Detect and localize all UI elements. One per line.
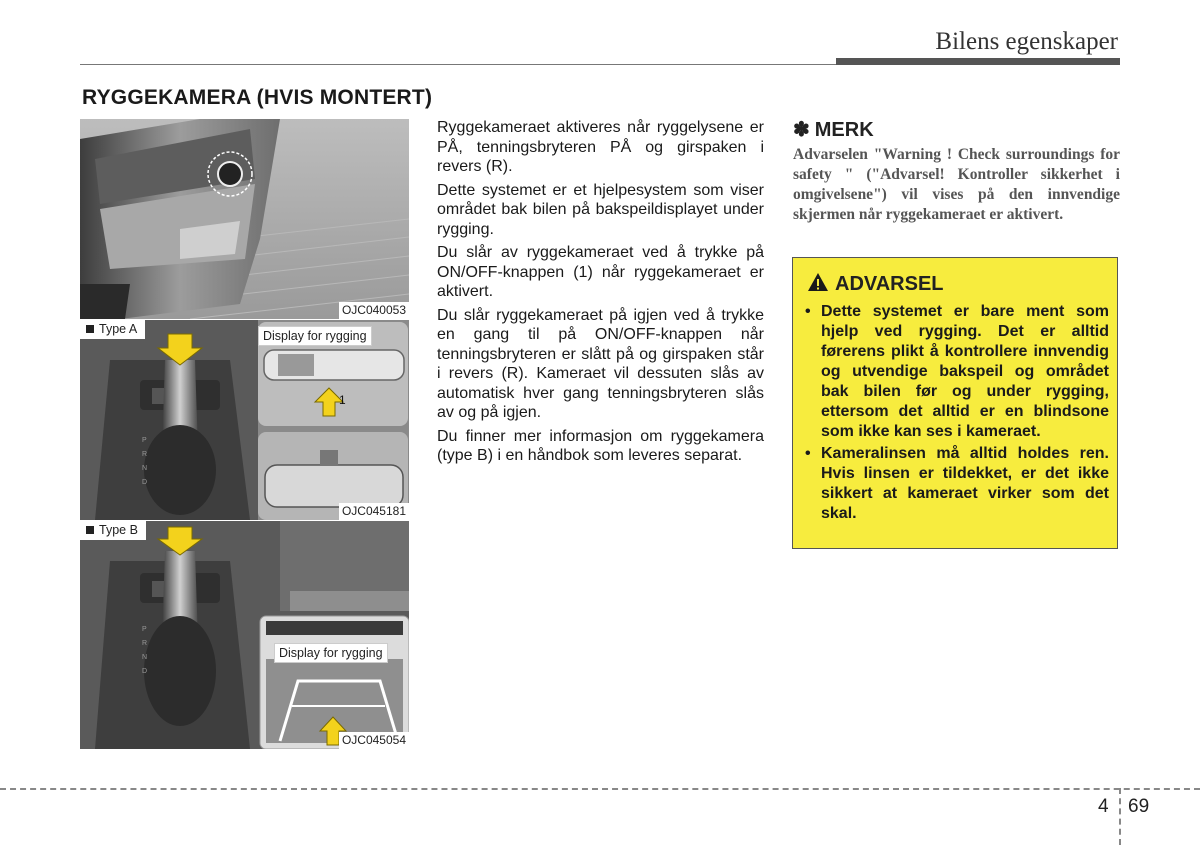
gear-letter: R bbox=[142, 640, 148, 647]
note-heading bbox=[793, 117, 874, 142]
footer-divider bbox=[1119, 788, 1121, 845]
type-b-tag: Type B bbox=[80, 521, 146, 540]
page-number: 69 bbox=[1128, 796, 1150, 817]
header-rule-thin bbox=[80, 64, 840, 65]
gear-letter: P bbox=[142, 626, 147, 633]
footer-dashed-rule bbox=[0, 788, 1200, 790]
type-b-gear-illustration bbox=[80, 521, 409, 749]
gear-letter: N bbox=[142, 654, 148, 661]
callout-number: 1 bbox=[339, 393, 346, 407]
gear-letter: D bbox=[142, 668, 148, 675]
figure-code: OJC045054 bbox=[339, 732, 409, 749]
note-text: Advarselen "Warning ! Check surroundings for safety " ("Advarsel! Kontroller sikkerhet i omgivelsene") vil vises på den innvendige skjermen når ryggekameraet er aktivert. bbox=[793, 146, 1120, 223]
paragraph: Du finner mer informasjon om ryggekamera (type B) i en håndbok som leveres separat. bbox=[437, 427, 764, 464]
warning-triangle-icon bbox=[807, 272, 829, 292]
figure-code: OJC040053 bbox=[339, 302, 409, 319]
paragraph: Du slår ryggekameraet på igjen ved å trykke en gang til på ON/OFF-knappen når tenningsbryteren er slått på og girspaken står i revers (R). Kameraet vil dessuten slås av automatisk hver gang tenningsbryteren slås av og på igjen. bbox=[437, 306, 764, 421]
paragraph: Du slår av ryggekameraet ved å trykke på ON/OFF-knappen (1) når ryggekameraet er aktivert. bbox=[437, 244, 764, 300]
section-number: 4 bbox=[1098, 796, 1109, 817]
gear-letter: D bbox=[142, 479, 148, 486]
warning-list bbox=[801, 302, 1109, 526]
warning-item: • Kameralinsen må alltid holdes ren. Hvis linsen er tildekket, er det ikke sikkert at kameraet virker som det skal. bbox=[801, 444, 1109, 524]
gear-letter: N bbox=[142, 465, 148, 472]
running-header: Bilens egenskaper bbox=[935, 28, 1118, 55]
paragraph: Dette systemet er et hjelpesystem som viser området bak bilen på bakspeildisplayet under rygging. bbox=[437, 181, 764, 238]
warning-item: • Dette systemet er bare ment som hjelp ved rygging. Det er alltid førerens plikt å kontrollere innvendig og utvendige bakspeil og området bak bilen før og under rygging, ettersom det alltid er en blindsone som ikke kan ses i kameraet. bbox=[801, 302, 1109, 442]
paragraph: Ryggekameraet aktiveres når ryggelysene er PÅ, tenningsbryteren PÅ og girspaken i revers (R). bbox=[437, 119, 764, 175]
display-label: Display for rygging bbox=[258, 326, 372, 346]
warning-heading bbox=[807, 272, 944, 296]
warning-box bbox=[792, 257, 1118, 549]
gear-letter: P bbox=[142, 437, 147, 444]
note-heading-text: MERK bbox=[814, 119, 874, 141]
gear-letter: R bbox=[142, 451, 148, 458]
type-b-photo bbox=[80, 521, 409, 749]
type-a-gear-illustration bbox=[80, 320, 409, 520]
figure-code: OJC045181 bbox=[339, 503, 409, 520]
type-a-photo bbox=[80, 320, 409, 520]
display-label: Display for rygging bbox=[274, 643, 388, 663]
body-text bbox=[437, 118, 764, 470]
car-rear-illustration bbox=[80, 119, 409, 319]
type-a-tag: Type A bbox=[80, 320, 145, 339]
car-rear-photo bbox=[80, 119, 409, 319]
section-title: RYGGEKAMERA (HVIS MONTERT) bbox=[82, 86, 433, 109]
warning-heading-text: ADVARSEL bbox=[835, 273, 944, 295]
header-rule-thick bbox=[836, 58, 1120, 65]
note-star-icon: ✽ bbox=[793, 119, 810, 141]
